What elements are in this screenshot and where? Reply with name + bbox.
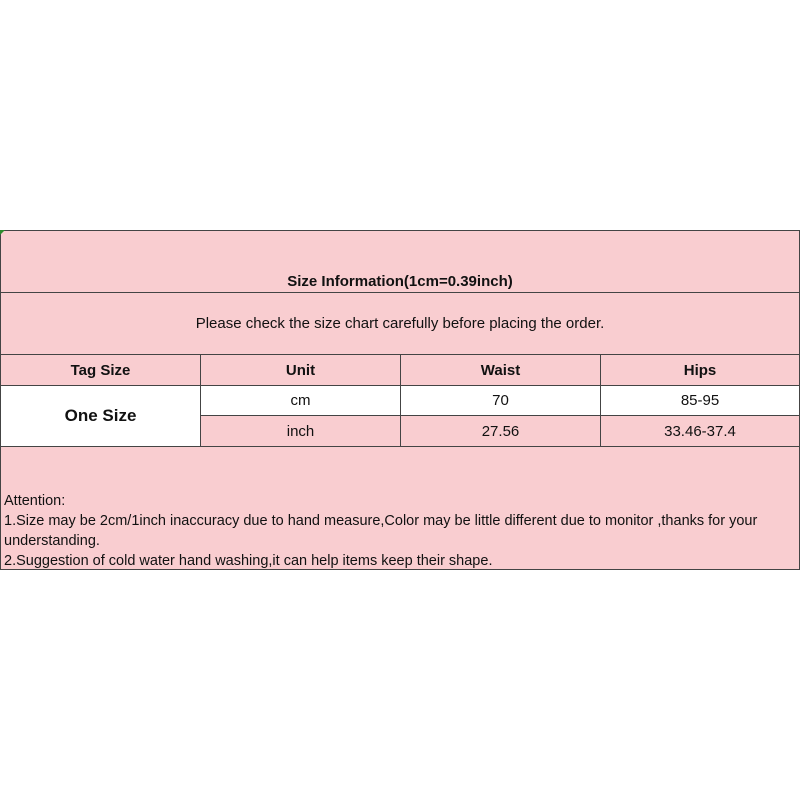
table-row-cm-waist: 70	[401, 386, 601, 416]
header-waist: Waist	[401, 355, 601, 386]
size-info-title	[1, 231, 799, 293]
attention-line-2: 2.Suggestion of cold water hand washing,it can help items keep their shape.	[4, 553, 493, 569]
size-chart-sheet	[0, 230, 800, 570]
attention-section	[1, 447, 799, 569]
attention-line-1: 1.Size may be 2cm/1inch inaccuracy due to hand measure,Color may be little different due to monitor ,thanks for your understanding.	[4, 513, 758, 549]
table-row-inch-hips: 33.46-37.4	[601, 416, 799, 447]
attention-heading: Attention:	[4, 493, 66, 509]
table-row-inch-unit: inch	[201, 416, 401, 447]
size-table	[1, 355, 799, 447]
header-tag-size: Tag Size	[1, 355, 201, 386]
size-notice-text: Please check the size chart carefully before placing the order.	[195, 315, 605, 332]
table-row-cm-unit: cm	[201, 386, 401, 416]
tag-size-value: One Size	[1, 386, 201, 447]
header-unit: Unit	[201, 355, 401, 386]
header-hips: Hips	[601, 355, 799, 386]
corner-marker	[0, 230, 5, 235]
table-row-inch-waist: 27.56	[401, 416, 601, 447]
size-notice	[1, 293, 799, 355]
table-row-cm-hips: 85-95	[601, 386, 799, 416]
size-info-title-text: Size Information(1cm=0.39inch)	[287, 273, 513, 290]
